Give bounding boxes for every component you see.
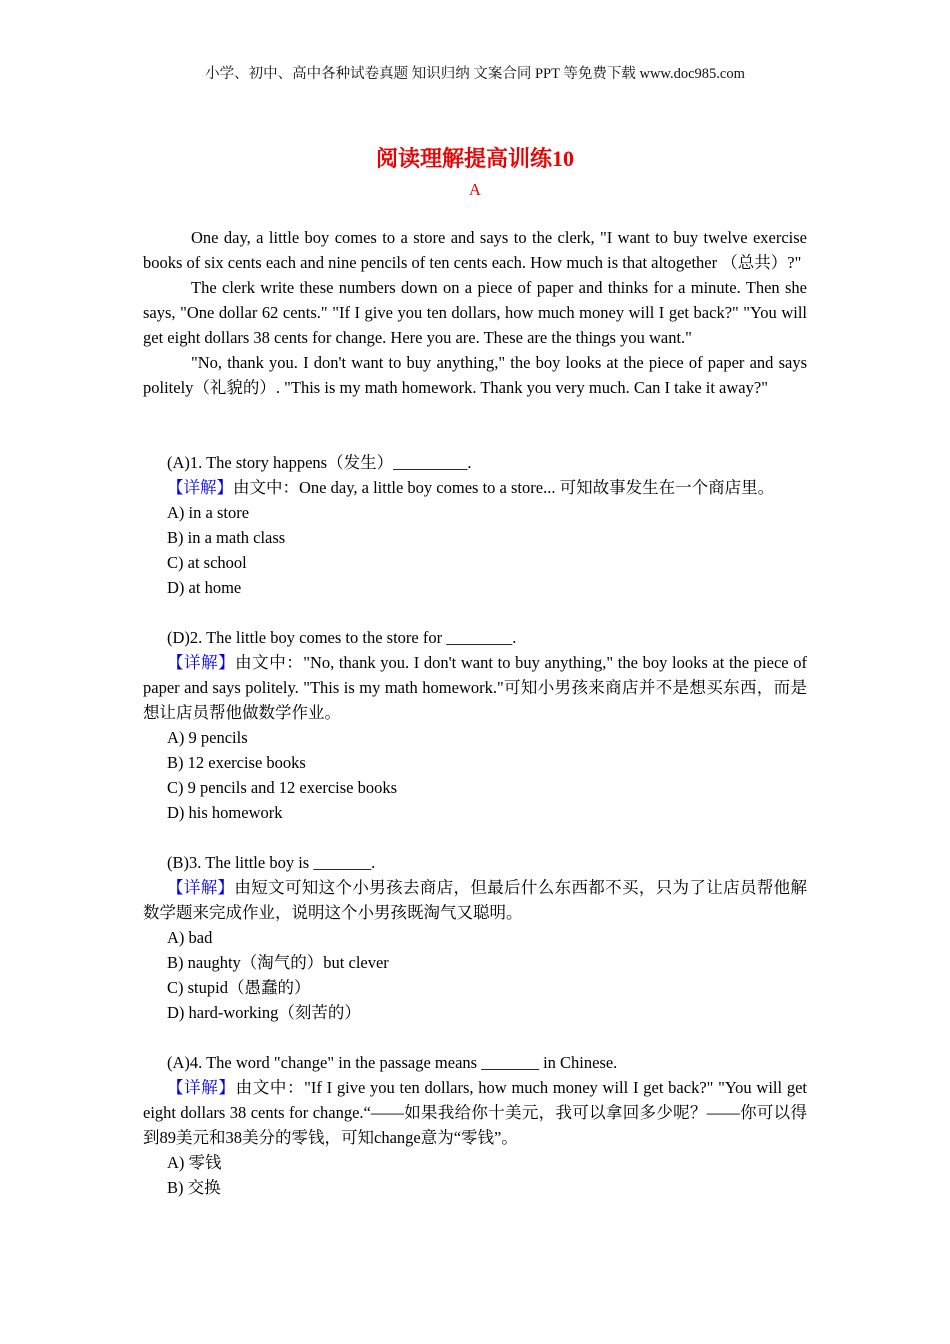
section-label: A <box>469 180 481 199</box>
option-a: A) in a store <box>167 503 250 522</box>
option-d: D) at home <box>167 578 242 597</box>
detail-label: 【详解】 <box>167 653 236 672</box>
question-prompt: (A)4. The word "change" in the passage means _______ in Chinese. <box>167 1053 618 1072</box>
option-b: B) 12 exercise books <box>167 753 306 772</box>
passage-paragraph: One day, a little boy comes to a store and says to the clerk, "I want to buy twelve exercise books of six cents each and nine pencils of ten cents each. How much is that altogether （总共）?" <box>143 228 807 272</box>
option-d: D) hard-working（刻苦的） <box>167 1003 361 1022</box>
question-block-1 <box>143 450 807 600</box>
option-b: B) naughty（淘气的）but clever <box>167 953 389 972</box>
option-a: A) 9 pencils <box>167 728 248 747</box>
option-b: B) in a math class <box>167 528 286 547</box>
question-block-4 <box>143 1050 807 1200</box>
option-d: D) his homework <box>167 803 283 822</box>
passage-paragraph: "No, thank you. I don't want to buy anything," the boy looks at the piece of paper and says politely（礼貌的）. "This is my math homework. Thank you very much. Can I take it away?" <box>143 353 807 397</box>
page-title: 阅读理解提高训练10 <box>375 146 574 171</box>
question-explanation <box>143 1075 807 1150</box>
option-a: A) 零钱 <box>167 1153 222 1172</box>
question-prompt: (A)1. The story happens（发生）_________. <box>167 453 472 472</box>
option-c: C) 9 pencils and 12 exercise books <box>167 778 398 797</box>
site-watermark-header: 小学、初中、高中各种试卷真题 知识归纳 文案合同 PPT 等免费下载 www.doc985.com <box>205 66 745 82</box>
detail-text: 由文中："If I give you ten dollars, how much money will I get back?" "You will get eight dollars 38 cents for change.“——如果我给你十美元，我可以拿回多少呢？——你可以得到89美元和38美分的零钱，可知change意为“零钱”。 <box>143 1078 807 1147</box>
question-prompt: (B)3. The little boy is _______. <box>167 853 376 872</box>
detail-label: 【详解】 <box>167 1078 236 1097</box>
question-prompt: (D)2. The little boy comes to the store for ________. <box>167 628 517 647</box>
passage-paragraph: The clerk write these numbers down on a piece of paper and thinks for a minute. Then she says, "One dollar 62 cents." "If I give you ten dollars, how much money will I get back?" "You will get eight dollars 38 cents for change. Here you are. These are the things you want." <box>143 278 807 347</box>
detail-text: 由文中："No, thank you. I don't want to buy anything," the boy looks at the piece of paper and says politely. "This is my math homework."可知小男孩来商店并不是想买东西，而是想让店员帮他做数学作业。 <box>143 653 807 722</box>
option-c: C) at school <box>167 553 247 572</box>
detail-label: 【详解】 <box>167 878 235 897</box>
option-c: C) stupid（愚蠢的） <box>167 978 311 997</box>
question-block-3 <box>143 850 807 1025</box>
question-explanation <box>143 650 807 725</box>
reading-passage <box>143 225 807 400</box>
question-block-2 <box>143 625 807 825</box>
question-explanation <box>143 875 807 925</box>
option-b: B) 交换 <box>167 1178 221 1197</box>
detail-text: 由文中：One day, a little boy comes to a store... 可知故事发生在一个商店里。 <box>233 478 775 497</box>
detail-label: 【详解】 <box>167 478 233 497</box>
option-a: A) bad <box>167 928 213 947</box>
detail-text: 由短文可知这个小男孩去商店，但最后什么东西都不买，只为了让店员帮他解数学题来完成作业，说明这个小男孩既淘气又聪明。 <box>143 878 808 922</box>
question-explanation <box>143 475 807 500</box>
